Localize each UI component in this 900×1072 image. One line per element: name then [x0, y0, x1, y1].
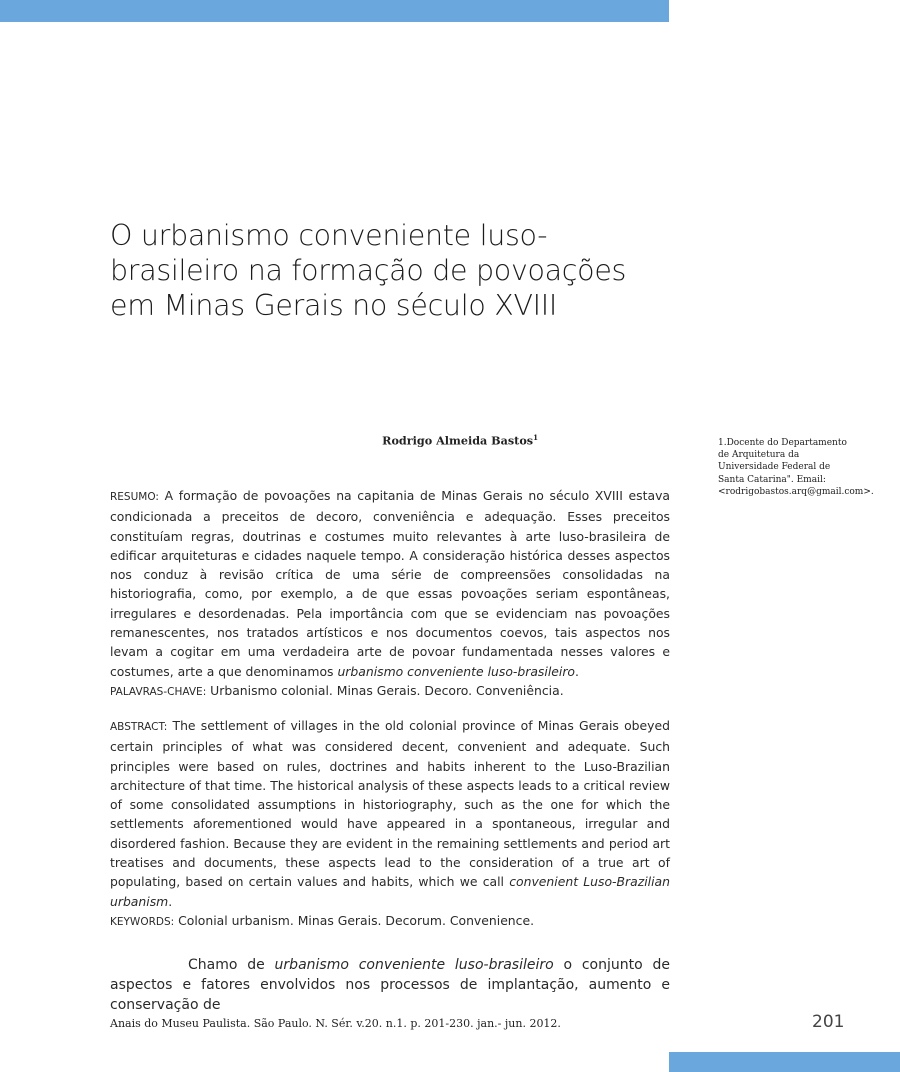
top-accent-bar: [0, 0, 669, 22]
palavras-chave-label: PALAVRAS-CHAVE:: [110, 685, 207, 698]
intro-paragraph: [110, 955, 670, 1015]
abstract-text: The settlement of villages in the old colonial province of Minas Gerais obeyed certain principles of what was considered decent, convenient and adequate. Such principles were based on rules, doctrines and habits inherent to the Luso-Brazilian architecture of that time. The historical analysis of these aspects leads to a critical review of some consolidated assumptions in historiography, such as the one for which the settlements aforementioned would have appeared in a spontaneous, irregular and disordered fashion. Because they are evident in the remaining settlements and period art treatises and documents, these aspects lead to the consideration of a true art of populating, based on certain values and habits, which we call: [110, 718, 670, 890]
abstract-section: [110, 716, 670, 932]
abstract-italic-term: convenient Luso-Brazilian urbanism: [110, 874, 670, 909]
resumo-italic-term: urbanismo conveniente luso-brasileiro: [337, 663, 576, 679]
resumo-label: RESUMO:: [110, 491, 159, 503]
resumo-end: .: [575, 663, 579, 679]
keywords: [110, 911, 670, 932]
palavras-chave: [110, 681, 670, 702]
author-footnote: 1.Docente do Departamento de Arquitetura da Universidade Federal de Santa Catarina". Email: <rodrigobastos.arq@gmail.com>.: [718, 438, 874, 497]
bottom-accent-bar: [669, 1052, 900, 1072]
intro-post: o conjunto de aspectos e fatores envolvidos nos processos de implantação, aumento e conservação de: [110, 957, 670, 1013]
page-number: 201: [812, 1012, 845, 1032]
abstract-end: .: [168, 893, 173, 909]
intro-pre: Chamo de: [188, 957, 275, 973]
palavras-chave-text: Urbanismo colonial. Minas Gerais. Decoro. Conveniência.: [206, 682, 564, 698]
author-line: [300, 433, 538, 448]
author-footnote-mark: 1: [533, 433, 538, 442]
keywords-text: Colonial urbanism. Minas Gerais. Decorum. Convenience.: [174, 912, 535, 928]
abstract-label: ABSTRACT:: [110, 721, 168, 733]
resumo-section: [110, 486, 670, 702]
abstract-paragraph: [110, 716, 670, 911]
article-title: O urbanismo conveniente luso-brasileiro na formação de povoações em Minas Gerais no século XVIII: [110, 219, 627, 322]
resumo-paragraph: [110, 486, 670, 681]
keywords-label: KEYWORDS:: [110, 915, 175, 928]
journal-citation: Anais do Museu Paulista. São Paulo. N. Sér. v.20. n.1. p. 201-230. jan.- jun. 2012.: [110, 1017, 561, 1030]
intro-italic-term: urbanismo conveniente luso-brasileiro: [274, 957, 554, 973]
author-name: Rodrigo Almeida Bastos: [382, 433, 534, 448]
resumo-text: A formação de povoações na capitania de Minas Gerais no século XVIII estava condicionada a preceitos de decoro, conveniência e adequação. Esses preceitos constituíam regras, doutrinas e costumes muito relevantes à arte luso-brasileira de edificar arquiteturas e cidades naquele tempo. A consideração histórica desses aspectos nos conduz à revisão crítica de uma série de compreensões consolidadas na historiografia, como, por exemplo, a de que essas povoações seriam espontâneas, irregulares e desordenadas. Pela importância com que se evidenciam nas povoações remanescentes, nos tratados artísticos e nos documentos coevos, tais aspectos nos levam a cogitar em uma verdadeira arte de povoar fundamentada nesses valores e costumes, arte a que denominamos: [110, 488, 670, 679]
